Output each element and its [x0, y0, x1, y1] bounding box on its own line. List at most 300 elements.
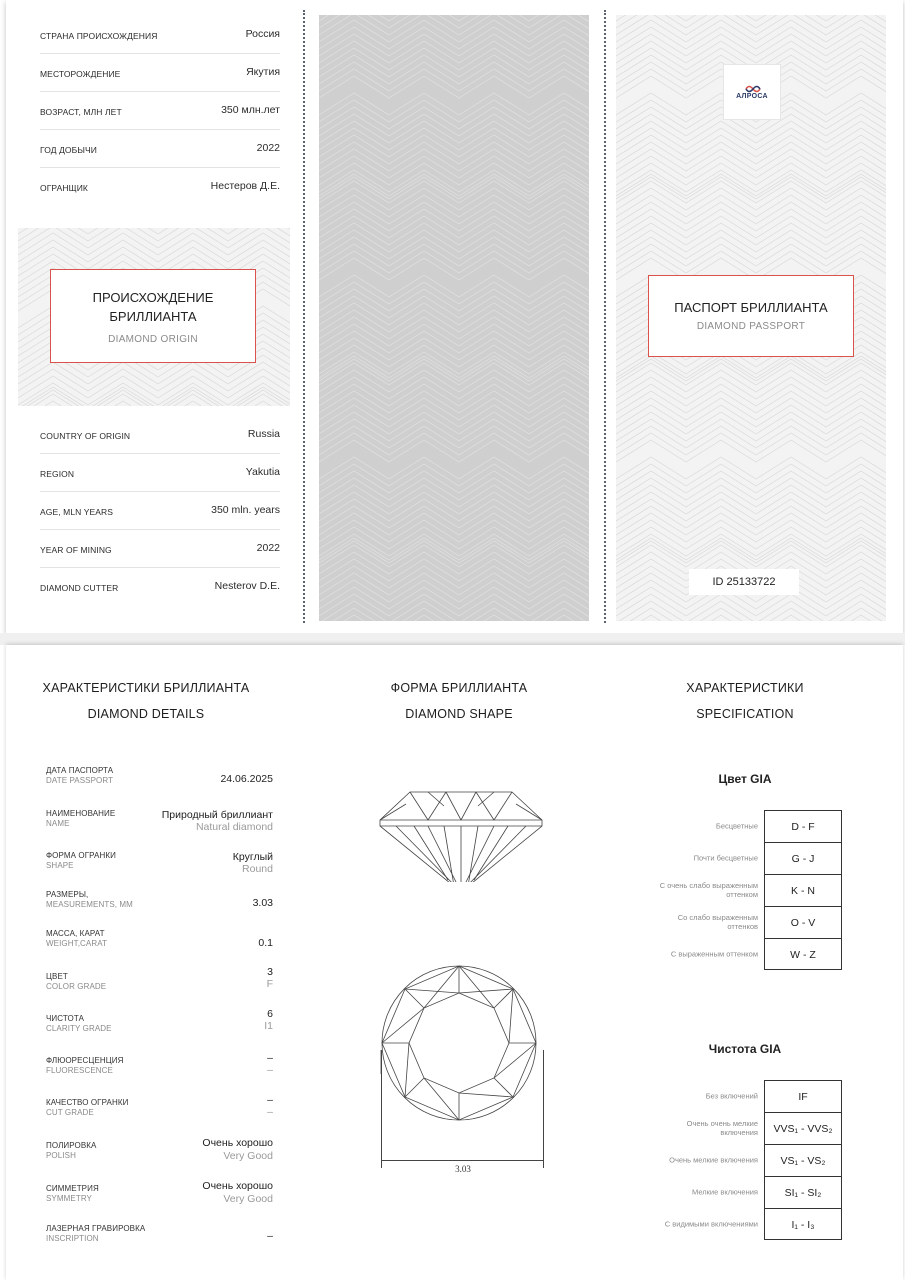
detail-key-ru: МАССА, КАРАТ — [46, 929, 105, 938]
color-row-grade: W - Z — [764, 938, 842, 970]
clarity-row — [646, 1208, 842, 1240]
pattern-line — [319, 559, 589, 581]
row-value: Yakutia — [245, 466, 280, 478]
pattern-line — [18, 387, 290, 406]
pattern-line — [319, 195, 589, 217]
pattern-line — [319, 55, 589, 77]
pattern-line — [319, 114, 589, 136]
diameter-label: 3.03 — [455, 1164, 471, 1174]
pattern-line — [616, 513, 886, 535]
fold-line — [604, 10, 606, 623]
pattern-line — [616, 440, 886, 462]
pattern-line — [616, 384, 886, 406]
pattern-line — [319, 464, 589, 486]
pattern-line — [319, 331, 589, 353]
detail-value: – — [267, 1230, 273, 1242]
pattern-line — [319, 457, 589, 479]
detail-value: – — [267, 1094, 273, 1106]
brand-logo-text: АЛРОСА — [736, 93, 768, 100]
pattern-line — [319, 142, 589, 164]
spec-heading — [620, 675, 870, 727]
pattern-line — [616, 426, 886, 448]
pattern-line — [319, 20, 589, 42]
pattern-line — [319, 433, 589, 455]
pattern-line — [616, 520, 886, 542]
pattern-line — [616, 534, 886, 556]
detail-row — [46, 809, 287, 851]
clarity-row-label: Без включений — [705, 1091, 758, 1101]
row-value: 350 млн.лет — [221, 104, 280, 116]
origin-ru-list — [40, 16, 280, 206]
color-row-label: Бесцветные — [715, 821, 758, 831]
pattern-line — [616, 149, 886, 171]
details-heading-en: DIAMOND DETAILS — [87, 707, 205, 721]
pattern-line — [319, 398, 589, 420]
pattern-line — [319, 107, 589, 129]
pattern-line — [616, 391, 886, 413]
pattern-line — [319, 15, 589, 28]
pattern-line — [319, 587, 589, 609]
detail-value: Круглый — [232, 851, 273, 863]
origin-ru-row — [40, 16, 280, 54]
pattern-line — [319, 580, 589, 602]
pattern-line — [616, 359, 886, 381]
detail-key-ru: ФОРМА ОГРАНКИ — [46, 851, 116, 860]
detail-value: 3 — [267, 966, 273, 978]
detail-key-en: WEIGHT,CARAT — [46, 939, 108, 948]
pattern-line — [319, 289, 589, 311]
pattern-line — [319, 391, 589, 413]
origin-title-box — [50, 269, 256, 363]
pattern-line — [18, 228, 290, 248]
color-row-grade: D - F — [764, 810, 842, 842]
row-key: ВОЗРАСТ, МЛН ЛЕТ — [40, 107, 122, 117]
detail-key-en: INSCRIPTION — [46, 1234, 99, 1243]
origin-en-row — [40, 454, 280, 492]
brand-logo — [723, 64, 781, 120]
pattern-line — [319, 251, 589, 273]
pattern-line — [616, 34, 886, 56]
pattern-line — [319, 296, 589, 318]
pattern-line — [616, 405, 886, 427]
color-row-label: Почти бесцветные — [693, 853, 758, 863]
detail-row — [46, 890, 287, 932]
pattern-line — [319, 541, 589, 563]
pattern-line — [319, 492, 589, 514]
detail-row — [46, 1094, 287, 1140]
pattern-line — [319, 324, 589, 346]
origin-title-line1: ПРОИСХОЖДЕНИЕ — [92, 290, 214, 305]
detail-value-en: – — [267, 1106, 273, 1118]
details-heading — [16, 675, 276, 727]
passport-outer-sheet — [6, 0, 903, 633]
pattern-line — [616, 209, 886, 231]
pattern-line — [319, 538, 589, 560]
pattern-line — [319, 419, 589, 441]
pattern-line — [319, 363, 589, 385]
pattern-line — [319, 352, 589, 374]
color-row-grade: G - J — [764, 842, 842, 874]
detail-key-en: FLUORESCENCE — [46, 1066, 113, 1075]
row-value: 350 mln. years — [211, 504, 280, 516]
pattern-line — [616, 216, 886, 238]
detail-key-en: SYMMETRY — [46, 1194, 92, 1203]
pattern-line — [616, 121, 886, 143]
pattern-line — [319, 170, 589, 192]
pattern-line — [319, 237, 589, 259]
diamond-profile-diagram — [366, 742, 556, 882]
row-key: СТРАНА ПРОИСХОЖДЕНИЯ — [40, 31, 158, 41]
pattern-line — [616, 412, 886, 434]
pattern-line — [319, 275, 589, 297]
cover-panel — [616, 15, 886, 621]
pattern-line — [616, 541, 886, 563]
passport-id: ID 25133722 — [689, 569, 799, 595]
clarity-row — [646, 1144, 842, 1176]
clarity-gia-table — [646, 1080, 842, 1242]
detail-value: – — [267, 1052, 273, 1064]
origin-en-row — [40, 416, 280, 454]
origin-en-list — [40, 416, 280, 606]
clarity-row-label: Очень мелкие включения — [669, 1155, 758, 1165]
dimension-arrow-line — [381, 1160, 543, 1161]
pattern-line — [319, 440, 589, 462]
detail-key-en: SHAPE — [46, 861, 74, 870]
pattern-line — [18, 228, 290, 234]
pattern-line — [319, 202, 589, 224]
pattern-line — [616, 174, 886, 196]
pattern-line — [319, 426, 589, 448]
clarity-gia-title: Чистота GIA — [708, 1042, 782, 1056]
pattern-line — [319, 156, 589, 178]
clarity-row-grade: I₁ - I₃ — [764, 1208, 842, 1240]
row-value: Россия — [245, 28, 280, 40]
detail-row — [46, 1137, 287, 1183]
pattern-line — [616, 195, 886, 217]
pattern-line — [616, 15, 886, 28]
detail-value: 6 — [267, 1008, 273, 1020]
pattern-line — [319, 188, 589, 210]
detail-value-en: F — [266, 978, 273, 990]
pattern-line — [319, 310, 589, 332]
pattern-line — [616, 506, 886, 528]
passport-subtitle: DIAMOND PASSPORT — [696, 321, 806, 332]
detail-row — [46, 966, 287, 1014]
color-row — [646, 906, 842, 938]
pattern-line — [319, 128, 589, 150]
row-key: COUNTRY OF ORIGIN — [40, 431, 131, 441]
pattern-line — [616, 170, 886, 192]
detail-value-en: – — [267, 1064, 273, 1076]
pattern-line — [319, 608, 589, 621]
pattern-line — [616, 128, 886, 150]
pattern-line — [319, 121, 589, 143]
shape-heading — [329, 675, 589, 727]
origin-ru-row — [40, 130, 280, 168]
pattern-line — [319, 76, 589, 98]
origin-panel — [18, 0, 290, 633]
detail-row — [46, 929, 287, 971]
pattern-line — [319, 244, 589, 266]
detail-key-ru: ПОЛИРОВКА — [46, 1141, 97, 1150]
row-value: Якутия — [246, 66, 280, 78]
clarity-row-grade: SI₁ - SI₂ — [764, 1176, 842, 1208]
pattern-line — [319, 573, 589, 595]
pattern-line — [319, 499, 589, 521]
pattern-line — [616, 41, 886, 63]
origin-en-row — [40, 492, 280, 530]
passport-title-box — [648, 275, 854, 357]
detail-value: 3.03 — [252, 897, 273, 909]
pattern-line — [319, 181, 589, 203]
pattern-line — [319, 338, 589, 360]
row-key: REGION — [40, 469, 75, 479]
pattern-line — [319, 69, 589, 91]
pattern-line — [616, 156, 886, 178]
pattern-line — [319, 223, 589, 245]
details-heading-ru: ХАРАКТЕРИСТИКИ БРИЛЛИАНТА — [42, 681, 250, 695]
detail-value: Очень хорошо — [202, 1180, 273, 1192]
row-key: МЕСТОРОЖДЕНИЕ — [40, 69, 121, 79]
pattern-line — [319, 345, 589, 367]
detail-value: Природный бриллиант — [161, 809, 273, 821]
pattern-line — [616, 419, 886, 441]
pattern-line — [319, 566, 589, 588]
fold-line — [303, 10, 305, 623]
pattern-line — [616, 464, 886, 486]
detail-key-ru: ДАТА ПАСПОРТА — [46, 766, 114, 775]
pattern-line — [319, 552, 589, 574]
detail-key-ru: ФЛЮОРЕСЦЕНЦИЯ — [46, 1056, 124, 1065]
pattern-line — [616, 457, 886, 479]
pattern-line — [319, 303, 589, 325]
color-row — [646, 874, 842, 906]
color-row — [646, 810, 842, 842]
detail-value: 0.1 — [258, 937, 273, 949]
pattern-line — [616, 20, 886, 42]
pattern-line — [319, 405, 589, 427]
pattern-line — [319, 384, 589, 406]
detail-key-ru: РАЗМЕРЫ, — [46, 890, 89, 899]
passport-inner-sheet — [6, 645, 903, 1280]
detail-row — [46, 1008, 287, 1056]
pattern-line — [319, 93, 589, 115]
row-key: ОГРАНЩИК — [40, 183, 88, 193]
origin-en-row — [40, 568, 280, 606]
detail-value-en: Natural diamond — [195, 821, 273, 833]
pattern-line — [319, 174, 589, 196]
pattern-line — [319, 48, 589, 70]
pattern-line — [319, 27, 589, 49]
detail-row — [46, 1224, 287, 1266]
pattern-line — [18, 401, 290, 406]
diameter-dimension — [378, 1050, 548, 1174]
pattern-line — [616, 230, 886, 252]
row-value: Russia — [247, 428, 280, 440]
pattern-line — [319, 135, 589, 157]
color-row-grade: K - N — [764, 874, 842, 906]
color-row — [646, 938, 842, 970]
spec-heading-ru: ХАРАКТЕРИСТИКИ — [686, 681, 804, 695]
pattern-line — [319, 370, 589, 392]
origin-ru-row — [40, 92, 280, 130]
pattern-line — [319, 520, 589, 542]
clarity-row-grade: IF — [764, 1080, 842, 1112]
pattern-line — [616, 237, 886, 259]
pattern-line — [319, 534, 589, 556]
detail-value-en: Round — [242, 863, 273, 875]
chevron-pattern — [319, 15, 589, 621]
origin-ru-row — [40, 168, 280, 206]
clarity-row-label: Очень очень мелкие включения — [686, 1119, 758, 1137]
pattern-line — [319, 485, 589, 507]
passport-title: ПАСПОРТ БРИЛЛИАНТА — [674, 300, 828, 315]
row-key: DIAMOND CUTTER — [40, 583, 119, 593]
pattern-line — [319, 527, 589, 549]
detail-key-en: MEASUREMENTS, MM — [46, 900, 133, 909]
clarity-row — [646, 1176, 842, 1208]
pattern-line — [616, 202, 886, 224]
detail-key-ru: ЛАЗЕРНАЯ ГРАВИРОВКА — [46, 1224, 146, 1233]
dimension-tick-left — [381, 1050, 382, 1168]
clarity-row — [646, 1112, 842, 1144]
detail-value-en: Very Good — [223, 1150, 273, 1162]
pattern-line — [616, 27, 886, 49]
spec-heading-en: SPECIFICATION — [696, 707, 794, 721]
pattern-line — [319, 149, 589, 171]
color-row — [646, 842, 842, 874]
detail-key-ru: ЦВЕТ — [46, 972, 68, 981]
row-key: YEAR OF MINING — [40, 545, 112, 555]
clarity-row-label: С видимыми включениями — [664, 1219, 758, 1229]
color-gia-table — [646, 810, 842, 972]
pattern-line — [616, 181, 886, 203]
pattern-line — [319, 163, 589, 185]
pattern-line — [319, 377, 589, 399]
clarity-row-label: Мелкие включения — [691, 1187, 758, 1197]
color-row-grade: O - V — [764, 906, 842, 938]
pattern-line — [616, 142, 886, 164]
pattern-line — [616, 251, 886, 273]
clarity-row-grade: VS₁ - VS₂ — [764, 1144, 842, 1176]
shape-heading-ru: ФОРМА БРИЛЛИАНТА — [390, 681, 528, 695]
pattern-line — [616, 545, 886, 567]
pattern-line — [319, 545, 589, 567]
detail-key-ru: КАЧЕСТВО ОГРАНКИ — [46, 1098, 129, 1107]
pattern-line — [616, 370, 886, 392]
detail-row — [46, 766, 287, 808]
detail-key-en: DATE PASSPORT — [46, 776, 114, 785]
pattern-line — [616, 608, 886, 621]
detail-value: Очень хорошо — [202, 1137, 273, 1149]
detail-key-en: POLISH — [46, 1151, 76, 1160]
pattern-line — [616, 499, 886, 521]
color-row-label: С очень слабо выраженным оттенком — [659, 881, 758, 899]
dimension-tick-right — [543, 1050, 544, 1168]
color-gia-title: Цвет GIA — [718, 772, 772, 786]
detail-key-en: CUT GRADE — [46, 1108, 94, 1117]
pattern-line — [616, 363, 886, 385]
detail-row — [46, 851, 287, 893]
pattern-line — [616, 135, 886, 157]
pattern-line — [319, 282, 589, 304]
pattern-line — [319, 471, 589, 493]
detail-value-en: I1 — [264, 1020, 273, 1032]
detail-value: 24.06.2025 — [220, 773, 273, 785]
row-key: ГОД ДОБЫЧИ — [40, 145, 97, 155]
clarity-row-grade: VVS₁ - VVS₂ — [764, 1112, 842, 1144]
color-row-label: С выраженным оттенком — [670, 949, 758, 959]
sheet-gap — [0, 633, 905, 645]
pattern-line — [616, 356, 886, 378]
pattern-line — [616, 527, 886, 549]
clarity-row — [646, 1080, 842, 1112]
detail-value-en: Very Good — [223, 1193, 273, 1205]
row-value: Nesterov D.E. — [214, 580, 280, 592]
pattern-line — [319, 513, 589, 535]
pattern-line — [616, 223, 886, 245]
origin-ru-row — [40, 54, 280, 92]
pattern-line — [616, 471, 886, 493]
row-value: 2022 — [256, 142, 280, 154]
pattern-line — [616, 244, 886, 266]
pattern-line — [319, 34, 589, 56]
detail-key-ru: СИММЕТРИЯ — [46, 1184, 99, 1193]
detail-key-ru: ЧИСТОТА — [46, 1014, 85, 1023]
origin-title-line2: БРИЛЛИАНТА — [109, 309, 197, 324]
pattern-line — [319, 412, 589, 434]
pattern-line — [616, 492, 886, 514]
pattern-line — [616, 177, 886, 199]
detail-row — [46, 1180, 287, 1226]
pattern-line — [319, 594, 589, 616]
origin-en-row — [40, 530, 280, 568]
pattern-line — [616, 485, 886, 507]
pattern-line — [616, 433, 886, 455]
pattern-line — [616, 188, 886, 210]
detail-key-ru: НАИМЕНОВАНИЕ — [46, 809, 116, 818]
pattern-line — [319, 41, 589, 63]
color-row-label: Со слабо выраженным оттенков — [677, 913, 758, 931]
pattern-line — [319, 177, 589, 199]
pattern-line — [319, 258, 589, 280]
pattern-line — [616, 538, 886, 560]
pattern-line — [319, 209, 589, 231]
pattern-line — [319, 62, 589, 84]
shape-heading-en: DIAMOND SHAPE — [405, 707, 513, 721]
pattern-line — [616, 594, 886, 616]
detail-key-en: NAME — [46, 819, 70, 828]
detail-key-en: COLOR GRADE — [46, 982, 107, 991]
pattern-line — [319, 317, 589, 339]
pattern-line — [319, 359, 589, 381]
pattern-line — [319, 478, 589, 500]
pattern-line — [319, 216, 589, 238]
pattern-line — [319, 356, 589, 378]
detail-row — [46, 1052, 287, 1098]
detail-key-en: CLARITY GRADE — [46, 1024, 112, 1033]
pattern-line — [319, 506, 589, 528]
pattern-line — [616, 377, 886, 399]
pattern-line — [616, 398, 886, 420]
pattern-line — [616, 163, 886, 185]
pattern-line — [319, 100, 589, 122]
row-key: AGE, MLN YEARS — [40, 507, 114, 517]
pattern-line — [319, 230, 589, 252]
row-value: Нестеров Д.Е. — [210, 180, 280, 192]
pattern-line — [616, 478, 886, 500]
row-value: 2022 — [256, 542, 280, 554]
